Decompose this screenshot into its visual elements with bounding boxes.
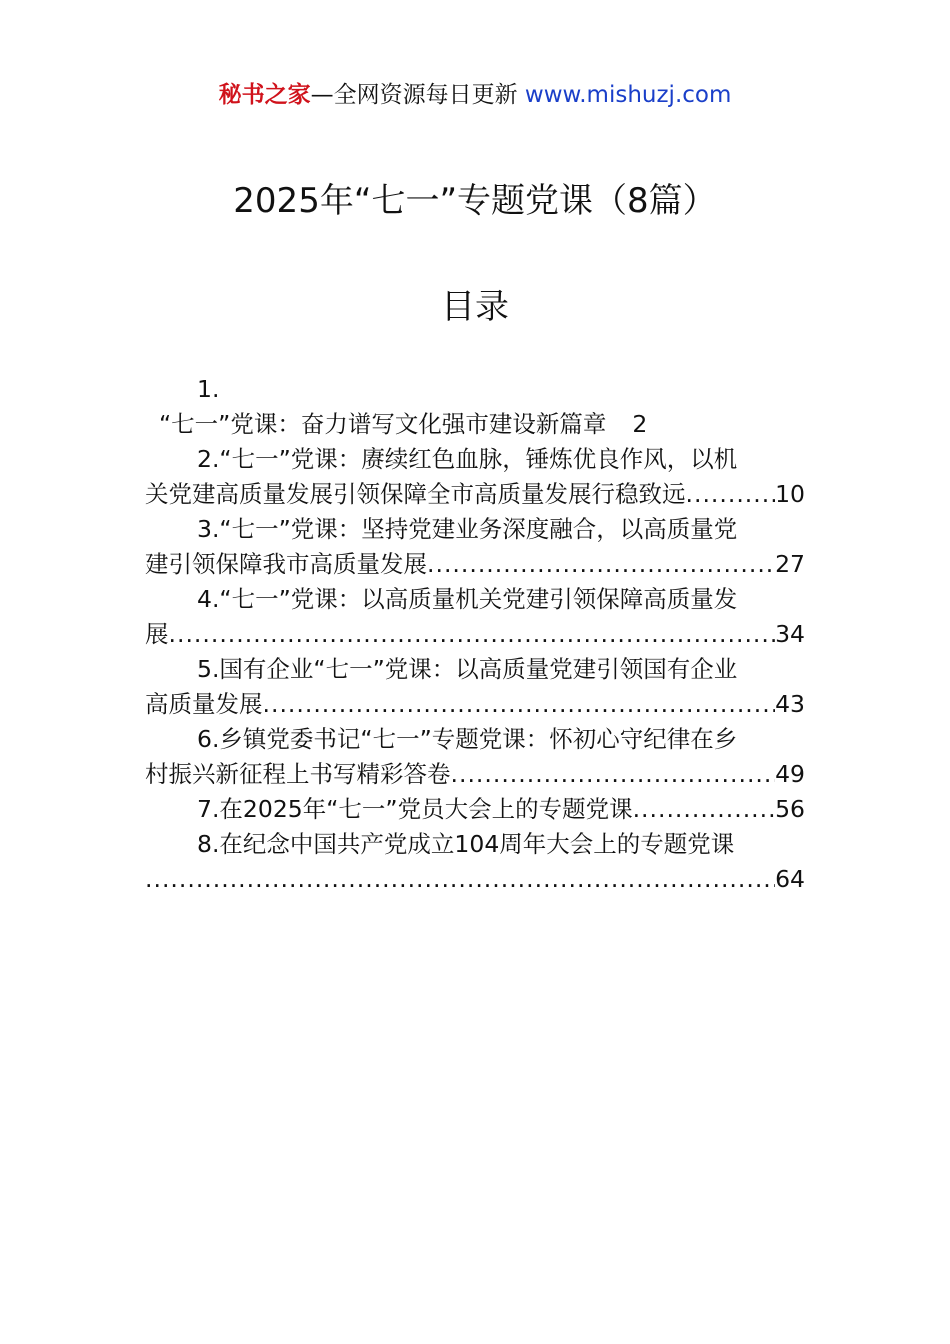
- toc-item-4[interactable]: [145, 582, 805, 617]
- site-header: [0, 80, 950, 110]
- toc-item-5-page: 43: [775, 690, 805, 718]
- toc-item-2-line2: 关党建高质量发展引领保障全市高质量发展行稳致远: [145, 480, 686, 508]
- toc-item-5-line2: 高质量发展: [145, 690, 263, 718]
- toc-leader-dots: [451, 757, 776, 792]
- site-tagline: —全网资源每日更新: [310, 82, 518, 108]
- toc-item-4-page: 34: [775, 620, 805, 648]
- toc-leader-dots: [169, 617, 776, 652]
- table-of-contents: [145, 372, 805, 897]
- toc-item-5-line1: 5.国有企业“七一”党课：以高质量党建引领国有企业: [197, 655, 738, 683]
- toc-item-5-leader[interactable]: [145, 687, 805, 722]
- toc-item-6-page: 49: [775, 760, 805, 788]
- toc-leader-dots: [263, 687, 776, 722]
- toc-item-7[interactable]: [145, 792, 805, 827]
- toc-heading: 目录: [441, 287, 509, 327]
- toc-item-1-text: “七一”党课：奋力谱写文化强市建设新篇章: [159, 410, 607, 438]
- toc-item-1-page: 2: [632, 410, 648, 438]
- toc-item-1[interactable]: [145, 407, 805, 442]
- toc-item-3-page: 27: [775, 550, 805, 578]
- toc-item-8-text: 8.在纪念中国共产党成立104周年大会上的专题党课: [197, 830, 735, 858]
- toc-leader-dots: [145, 862, 775, 897]
- toc-item-6-line1: 6.乡镇党委书记“七一”专题党课：怀初心守纪律在乡: [197, 725, 738, 753]
- toc-leader-dots: [427, 547, 775, 582]
- toc-leader-dots: [633, 792, 776, 827]
- document-title: 2025年“七一”专题党课（8篇）: [233, 181, 717, 221]
- toc-item-2-line1: 2.“七一”党课：赓续红色血脉，锤炼优良作风，以机: [197, 445, 738, 473]
- toc-item-3-line1: 3.“七一”党课：坚持党建业务深度融合，以高质量党: [197, 515, 738, 543]
- toc-item-6-leader[interactable]: [145, 757, 805, 792]
- toc-item-4-line2: 展: [145, 620, 169, 648]
- toc-item-8-leader[interactable]: [145, 862, 805, 897]
- toc-item-1-number[interactable]: 1.: [197, 375, 220, 403]
- toc-item-7-text: 7.在2025年“七一”党员大会上的专题党课: [197, 795, 633, 823]
- toc-item-4-line1: 4.“七一”党课：以高质量机关党建引领保障高质量发: [197, 585, 738, 613]
- site-brand: 秘书之家: [218, 82, 311, 108]
- toc-item-3-leader[interactable]: [145, 547, 805, 582]
- toc-item-6-line2: 村振兴新征程上书写精彩答卷: [145, 760, 451, 788]
- toc-item-4-leader[interactable]: [145, 617, 805, 652]
- toc-leader-dots: [686, 477, 776, 512]
- toc-item-3[interactable]: [145, 512, 805, 547]
- toc-item-8[interactable]: [145, 827, 805, 862]
- toc-item-8-page: 64: [775, 865, 805, 893]
- toc-item-7-page: 56: [775, 795, 805, 823]
- toc-item-2-page: 10: [775, 480, 805, 508]
- toc-item-5[interactable]: [145, 652, 805, 687]
- toc-item-6[interactable]: [145, 722, 805, 757]
- toc-item-3-line2: 建引领保障我市高质量发展: [145, 550, 427, 578]
- site-url-link[interactable]: www.mishuzj.com: [524, 82, 732, 108]
- toc-item-2[interactable]: [145, 442, 805, 477]
- toc-item-2-leader[interactable]: [145, 477, 805, 512]
